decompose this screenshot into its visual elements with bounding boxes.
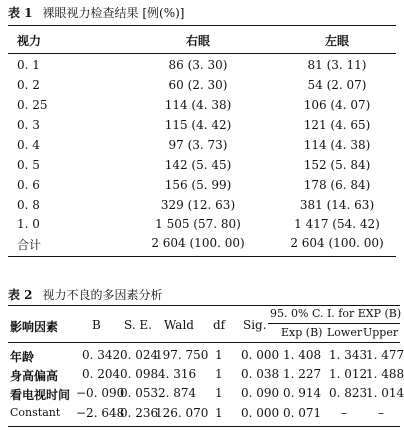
table1-header-left-eye: 左眼: [324, 34, 349, 48]
table2-header-lower: Lower: [327, 326, 363, 339]
table2-title: 视力不良的多因素分析: [42, 288, 163, 302]
left-eye-value: 381 (14. 63): [299, 198, 375, 212]
wald-value: 4. 316: [158, 367, 197, 381]
table1-title: 裸眼视力检查结果 [例(%)]: [42, 6, 185, 20]
vision-value: 0. 1: [17, 58, 40, 72]
left-eye-value: 121 (4. 65): [303, 118, 371, 132]
expb-value: 0. 914: [283, 386, 322, 400]
expb-value: 1. 227: [283, 367, 322, 381]
se-value: 0. 098: [120, 367, 159, 381]
table1-header-right-eye: 右眼: [185, 34, 210, 48]
b-value: 0. 342: [82, 348, 121, 362]
vision-value: 0. 25: [17, 98, 48, 112]
upper-value: 1. 488: [366, 367, 404, 381]
table2-bottom-rule: [8, 426, 400, 427]
vision-value: 0. 4: [17, 138, 40, 152]
table2-header-ci-group: 95. 0% C. I. for EXP (B): [270, 307, 402, 320]
upper-value: 1. 477: [366, 348, 404, 362]
table1-caption: [8, 4, 184, 21]
factor-name: 看电视时间: [10, 388, 71, 402]
se-value: 0. 236: [120, 406, 159, 420]
lower-value: 1. 012: [329, 367, 368, 381]
left-eye-value: 152 (5. 84): [303, 158, 371, 172]
b-value: −2. 648: [76, 406, 125, 420]
left-eye-value: 114 (4. 38): [303, 138, 371, 152]
right-eye-value: 329 (12. 63): [160, 198, 236, 212]
sig-value: 0. 000: [241, 406, 280, 420]
df-value: 1: [215, 367, 223, 381]
vision-value: 0. 6: [17, 178, 40, 192]
vision-value: 合计: [17, 238, 42, 252]
table2-header-wald: Wald: [164, 318, 194, 332]
vision-value: 0. 8: [17, 198, 40, 212]
table2-caption: [8, 286, 163, 303]
right-eye-value: 2 604 (100. 00): [151, 236, 245, 250]
table2-header-df: df: [213, 318, 226, 332]
df-value: 1: [215, 348, 223, 362]
left-eye-value: 54 (2. 07): [307, 78, 367, 92]
table2-header-upper: Upper: [363, 326, 399, 339]
left-eye-value: 178 (6. 84): [303, 178, 371, 192]
lower-value: –: [341, 406, 347, 420]
se-value: 0. 053: [120, 386, 159, 400]
right-eye-value: 1 505 (57. 80): [155, 217, 241, 231]
right-eye-value: 156 (5. 99): [164, 178, 232, 192]
table1-bottom-rule: [8, 256, 396, 257]
vision-value: 0. 3: [17, 118, 40, 132]
df-value: 1: [215, 386, 223, 400]
table2-header-factor: 影响因素: [10, 320, 59, 334]
table1-header-vision: 视力: [17, 34, 42, 48]
df-value: 1: [215, 406, 223, 420]
table2-header-se: S. E.: [124, 318, 152, 332]
factor-name: 身高偏高: [10, 369, 59, 383]
wald-value: 126. 070: [155, 406, 209, 420]
se-value: 0. 024: [120, 348, 159, 362]
wald-value: 197. 750: [155, 348, 209, 362]
expb-value: 0. 071: [283, 406, 322, 420]
table2-number: 表 2: [8, 288, 33, 302]
sig-value: 0. 000: [241, 348, 280, 362]
expb-value: 1. 408: [283, 348, 322, 362]
vision-value: 0. 5: [17, 158, 40, 172]
right-eye-value: 142 (5. 45): [164, 158, 232, 172]
vision-value: 0. 2: [17, 78, 40, 92]
table2-header-b: B: [92, 318, 101, 332]
table1-top-rule: [8, 25, 396, 26]
b-value: 0. 204: [82, 367, 121, 381]
lower-value: 1. 343: [329, 348, 368, 362]
lower-value: 0. 823: [329, 386, 368, 400]
table2-header-sig: Sig.: [243, 318, 267, 332]
table2-ci-rule: [268, 323, 400, 324]
sig-value: 0. 038: [241, 367, 280, 381]
b-value: −0. 090: [76, 386, 125, 400]
upper-value: 1. 014: [366, 386, 404, 400]
table1-header-rule: [8, 53, 396, 54]
right-eye-value: 86 (3. 30): [168, 58, 228, 72]
left-eye-value: 81 (3. 11): [307, 58, 367, 72]
left-eye-value: 106 (4. 07): [303, 98, 371, 112]
sig-value: 0. 090: [241, 386, 280, 400]
table2-header-expb: Exp (B): [281, 326, 323, 339]
table2-header-rule: [8, 342, 400, 343]
left-eye-value: 1 417 (54. 42): [294, 217, 380, 231]
right-eye-value: 60 (2. 30): [168, 78, 228, 92]
right-eye-value: 115 (4. 42): [164, 118, 232, 132]
left-eye-value: 2 604 (100. 00): [290, 236, 384, 250]
factor-name: Constant: [10, 406, 61, 419]
factor-name: 年龄: [10, 350, 35, 364]
vision-value: 1. 0: [17, 217, 40, 231]
table1-number: 表 1: [8, 6, 33, 20]
wald-value: 2. 874: [158, 386, 197, 400]
right-eye-value: 114 (4. 38): [164, 98, 232, 112]
right-eye-value: 97 (3. 73): [168, 138, 228, 152]
upper-value: –: [378, 406, 384, 420]
